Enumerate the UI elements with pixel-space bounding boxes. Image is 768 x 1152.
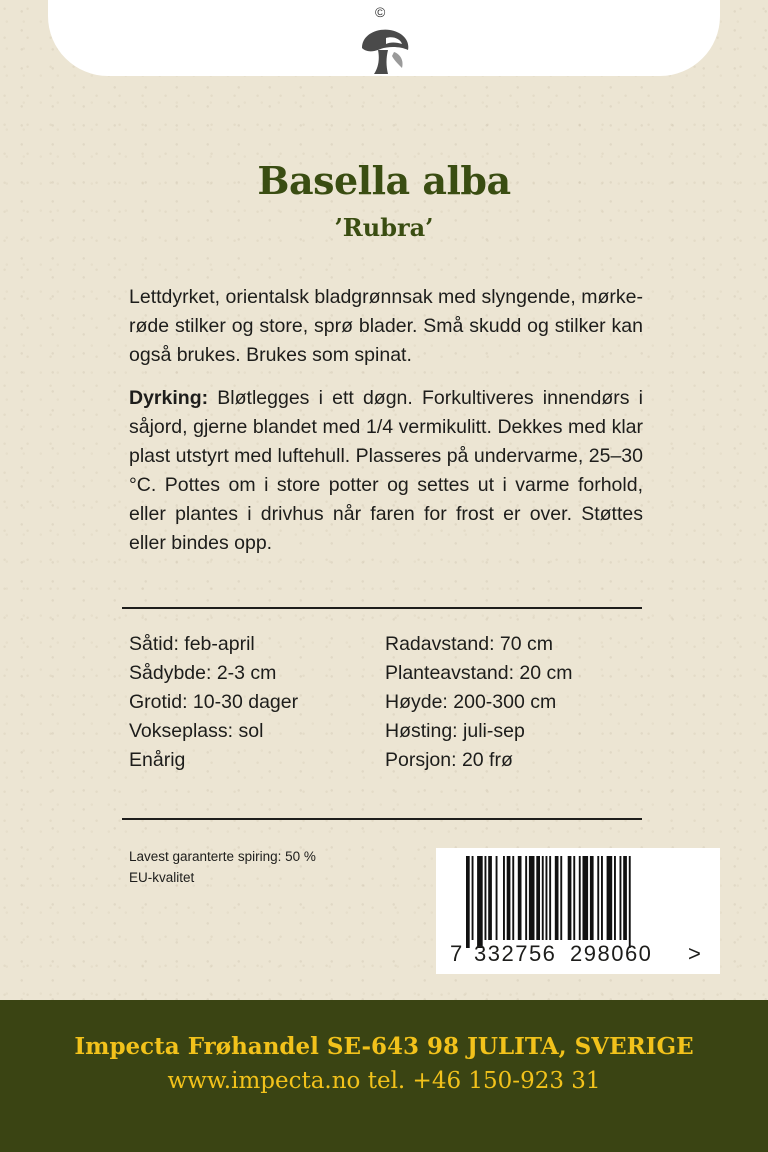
spec-lifecycle: Enårig [129,749,186,771]
specs-right-column [385,630,573,775]
barcode-bar [607,856,613,940]
barcode-bar [560,856,562,940]
barcode-bar [542,856,544,940]
barcode [436,848,720,974]
divider-bottom [122,818,642,820]
barcode-bar [614,856,616,940]
fine-print [129,846,316,888]
barcode-bar [590,856,594,940]
mushroom-logo-icon [356,26,412,76]
barcode-bar [629,856,631,948]
spec-plant-spacing: Planteavstand: 20 cm [385,662,573,684]
barcode-bar [503,856,505,940]
barcode-end-mark: > [688,941,701,966]
barcode-bar [472,856,474,940]
barcode-bar [512,856,514,940]
barcode-bar [555,856,559,940]
product-cultivar: ’Rubra’ [334,213,434,242]
product-description: Lettdyrket, orientalsk bladgrønnsak med slyngende, mørkerøde stilker og store, sprø blader. Små skudd og stilker kan også brukes. Brukes som spinat. [129,286,643,366]
copyright-mark: © [375,4,386,20]
cultivation-section [129,384,643,558]
barcode-left-group: 332756 [474,941,557,966]
barcode-bar [549,856,551,940]
barcode-bar [623,856,627,940]
barcode-bar [546,856,548,940]
barcode-bar [529,856,535,940]
spec-harvest: Høsting: juli-sep [385,720,525,742]
barcode-bar [597,856,599,940]
barcode-bar [496,856,498,940]
barcode-bar [573,856,575,940]
germination-guarantee: Lavest garanterte spiring: 50 % [129,849,316,864]
spec-row-spacing: Radavstand: 70 cm [385,633,554,655]
barcode-bar [579,856,581,940]
spec-height: Høyde: 200-300 cm [385,691,557,713]
spec-sowing-time: Såtid: feb-april [129,633,255,655]
spec-sowing-depth: Sådybde: 2-3 cm [129,662,277,684]
barcode-bar [488,856,492,940]
barcode-bar [477,856,483,948]
barcode-bar [601,856,603,940]
product-title: Basella alba [257,158,511,203]
barcode-bar [485,856,487,940]
cultivation-label: Dyrking: [129,387,209,409]
barcode-bar [507,856,511,940]
barcode-bar [525,856,527,940]
cultivation-text: Bløtlegges i ett døgn. Forkultiveres innendørs i såjord, gjerne blandet med 1/4 vermikulitt. Dekkes med klar plast utstyrt med luftehull. Plasseres på undervarme, 25–30 °C. Pottes om i store potter og settes ut i varme forhold, eller plantes i drivhus når faren for frost er over. Støttes eller bindes opp. [129,387,643,554]
barcode-right-group: 298060 [570,941,653,966]
divider-top [122,607,642,609]
barcode-bar [466,856,470,948]
barcode-bar [568,856,572,940]
spec-portion: Porsjon: 20 frø [385,749,513,771]
barcode-bar [620,856,622,940]
footer-contact: www.impecta.no tel. +46 150-923 31 [167,1068,601,1094]
footer-address: Impecta Frøhandel SE-643 98 JULITA, SVERIGE [74,1033,694,1060]
spec-germination-time: Grotid: 10-30 dager [129,691,299,713]
eu-quality: EU-kvalitet [129,870,195,885]
barcode-first-digit: 7 [450,941,463,966]
barcode-bar [518,856,522,940]
barcode-bar [583,856,589,940]
spec-growing-location: Vokseplass: sol [129,720,264,742]
barcode-bar [536,856,540,940]
specs-left-column [129,630,298,775]
